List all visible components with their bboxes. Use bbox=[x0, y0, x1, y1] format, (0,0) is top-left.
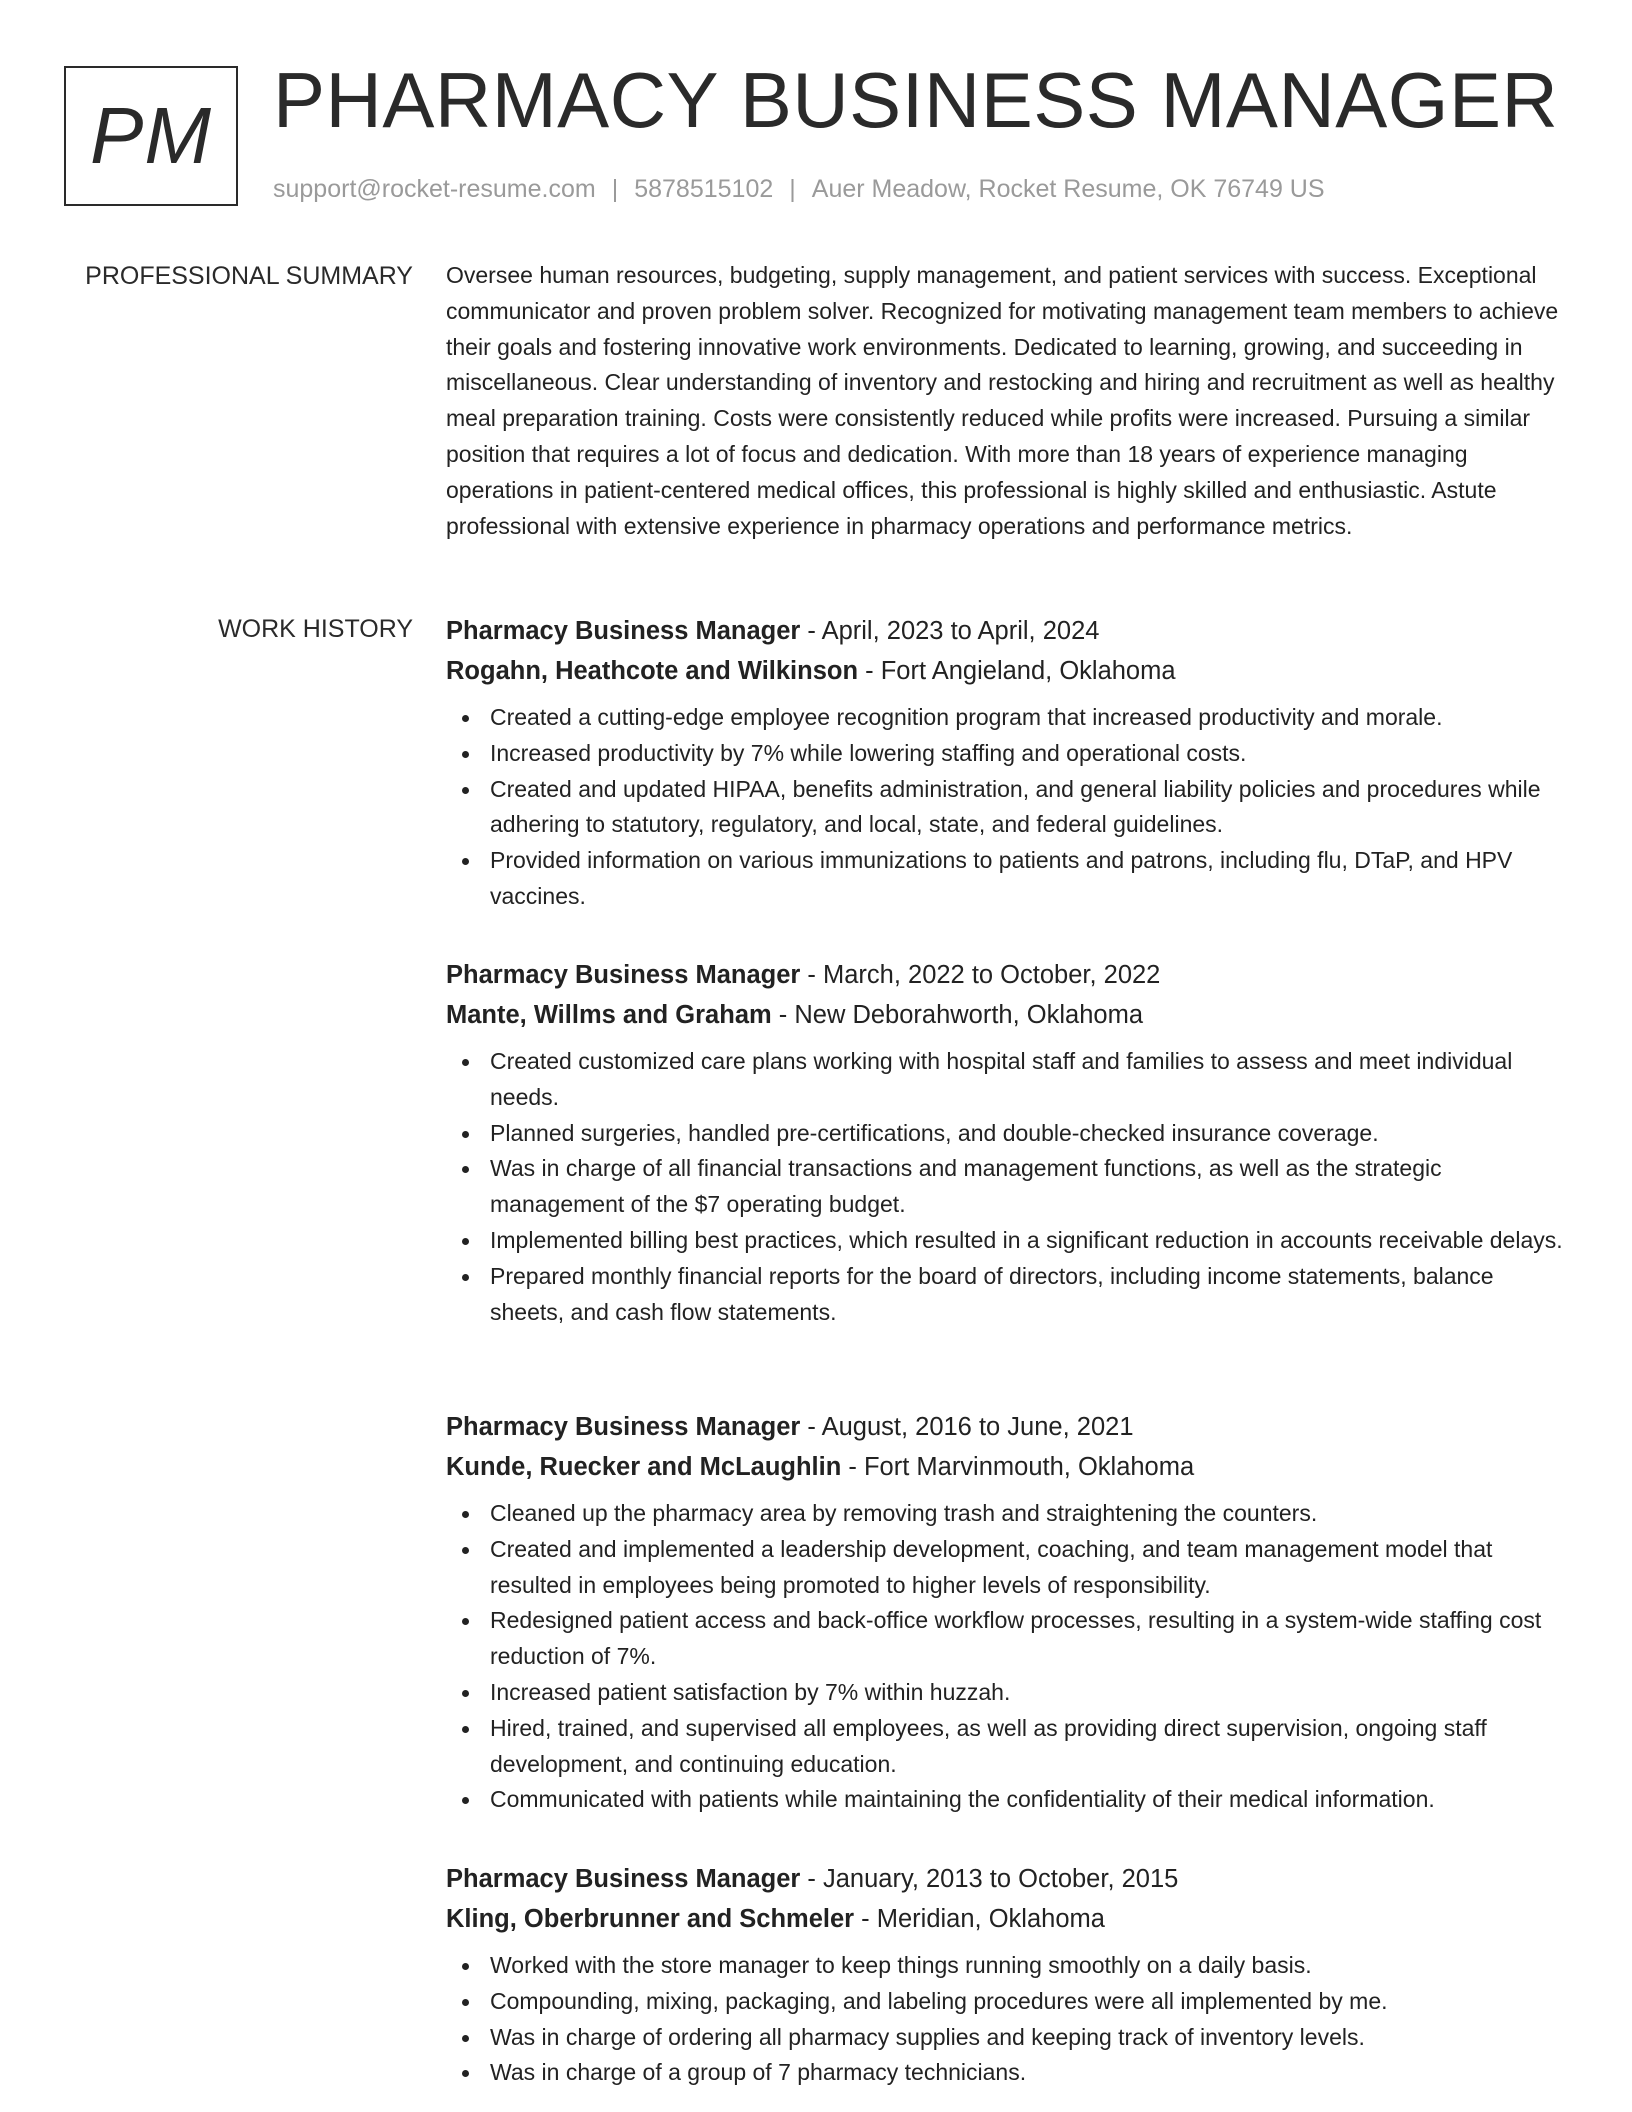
job-company: Mante, Willms and Graham bbox=[446, 1001, 772, 1029]
job-company-line bbox=[446, 1899, 1571, 1939]
job-title: Pharmacy Business Manager bbox=[446, 961, 801, 989]
job-bullets bbox=[446, 1044, 1571, 1330]
job-company: Kunde, Ruecker and McLaughlin bbox=[446, 1453, 842, 1481]
job-bullet: Provided information on various immunizations to patients and patrons, including flu, DTaP, and HPV vaccines. bbox=[446, 843, 1571, 915]
job-location: - New Deborahworth, Oklahoma bbox=[771, 1001, 1144, 1029]
job-bullets bbox=[446, 1496, 1571, 1818]
job-company: Rogahn, Heathcote and Wilkinson bbox=[446, 657, 859, 685]
job-title-line bbox=[446, 1859, 1571, 1899]
monogram-badge bbox=[64, 66, 238, 206]
job-title: Pharmacy Business Manager bbox=[446, 617, 801, 645]
contact-address: Auer Meadow, Rocket Resume, OK 76749 US bbox=[811, 175, 1325, 203]
job-bullet: Created a cutting-edge employee recognition program that increased productivity and morale. bbox=[446, 700, 1571, 736]
job-bullet: Communicated with patients while maintaining the confidentiality of their medical information. bbox=[446, 1782, 1571, 1818]
job-title: Pharmacy Business Manager bbox=[446, 1865, 801, 1893]
job-bullet: Increased productivity by 7% while lowering staffing and operational costs. bbox=[446, 736, 1571, 772]
job-title-line bbox=[446, 955, 1571, 995]
section-heading: WORK HISTORY bbox=[218, 615, 413, 643]
job-bullet: Redesigned patient access and back-office workflow processes, resulting in a system-wide staffing cost reduction of 7%. bbox=[446, 1603, 1571, 1675]
contact-line bbox=[273, 174, 1325, 204]
summary-text: Oversee human resources, budgeting, supply management, and patient services with success. Exceptional communicator and proven problem solver. Recognized for motivating management team members to achieve their goals and fostering innovative work environments. Dedicated to learning, growing, and succeeding in miscellaneous. Clear understanding of inventory and restocking and hiring and recruitment as well as healthy meal preparation training. Costs were consistently reduced while profits were increased. Pursuing a similar position that requires a lot of focus and dedication. With more than 18 years of experience managing operations in patient-centered medical offices, this professional is highly skilled and enthusiastic. Astute professional with extensive experience in pharmacy operations and performance metrics. bbox=[446, 262, 1559, 539]
job-title: Pharmacy Business Manager bbox=[446, 1413, 801, 1441]
job-bullet: Was in charge of ordering all pharmacy supplies and keeping track of inventory levels. bbox=[446, 2020, 1571, 2056]
job-entry bbox=[446, 1859, 1571, 2091]
job-company-line bbox=[446, 651, 1571, 691]
contact-separator: | bbox=[789, 175, 796, 203]
job-dates: - January, 2013 to October, 2015 bbox=[800, 1865, 1179, 1893]
job-bullet: Compounding, mixing, packaging, and labeling procedures were all implemented by me. bbox=[446, 1984, 1571, 2020]
job-company-line bbox=[446, 995, 1571, 1035]
contact-email: support@rocket-resume.com bbox=[273, 175, 596, 203]
job-entry bbox=[446, 1407, 1571, 1818]
job-company-line bbox=[446, 1447, 1571, 1487]
job-dates: - March, 2022 to October, 2022 bbox=[800, 961, 1161, 989]
job-bullet: Cleaned up the pharmacy area by removing trash and straightening the counters. bbox=[446, 1496, 1571, 1532]
job-bullet: Implemented billing best practices, which resulted in a significant reduction in accounts receivable delays. bbox=[446, 1223, 1571, 1259]
job-bullet: Created customized care plans working with hospital staff and families to assess and meet individual needs. bbox=[446, 1044, 1571, 1116]
job-dates: - April, 2023 to April, 2024 bbox=[800, 617, 1100, 645]
job-bullet: Increased patient satisfaction by 7% within huzzah. bbox=[446, 1675, 1571, 1711]
monogram-initials: PM bbox=[90, 91, 212, 180]
section-heading: PROFESSIONAL SUMMARY bbox=[85, 262, 413, 290]
job-bullet: Prepared monthly financial reports for the board of directors, including income statements, balance sheets, and cash flow statements. bbox=[446, 1259, 1571, 1331]
job-location: - Meridian, Oklahoma bbox=[854, 1905, 1105, 1933]
job-dates: - August, 2016 to June, 2021 bbox=[800, 1413, 1134, 1441]
job-location: - Fort Marvinmouth, Oklahoma bbox=[841, 1453, 1195, 1481]
job-company: Kling, Oberbrunner and Schmeler bbox=[446, 1905, 855, 1933]
job-entry bbox=[446, 611, 1571, 915]
job-location: - Fort Angieland, Oklahoma bbox=[858, 657, 1176, 685]
job-title-line bbox=[446, 1407, 1571, 1447]
contact-separator: | bbox=[611, 175, 619, 203]
resume-title: PHARMACY BUSINESS MANAGER bbox=[273, 56, 1559, 144]
job-bullet: Created and implemented a leadership development, coaching, and team management model that resulted in employees being promoted to higher levels of responsibility. bbox=[446, 1532, 1571, 1604]
job-entry bbox=[446, 955, 1571, 1330]
job-bullets bbox=[446, 1948, 1571, 2091]
job-bullet: Was in charge of a group of 7 pharmacy technicians. bbox=[446, 2055, 1571, 2091]
job-bullet: Was in charge of all financial transactions and management functions, as well as the strategic management of the $7 operating budget. bbox=[446, 1151, 1571, 1223]
job-bullet: Worked with the store manager to keep things running smoothly on a daily basis. bbox=[446, 1948, 1571, 1984]
job-title-line bbox=[446, 611, 1571, 651]
summary-body bbox=[446, 258, 1571, 544]
job-bullet: Created and updated HIPAA, benefits administration, and general liability policies and procedures while adhering to statutory, regulatory, and local, state, and federal guidelines. bbox=[446, 772, 1571, 844]
contact-phone: 5878515102 bbox=[634, 175, 774, 203]
job-bullet: Hired, trained, and supervised all employees, as well as providing direct supervision, ongoing staff development, and continuing education. bbox=[446, 1711, 1571, 1783]
job-bullet: Planned surgeries, handled pre-certifications, and double-checked insurance coverage. bbox=[446, 1116, 1571, 1152]
job-bullets bbox=[446, 700, 1571, 915]
